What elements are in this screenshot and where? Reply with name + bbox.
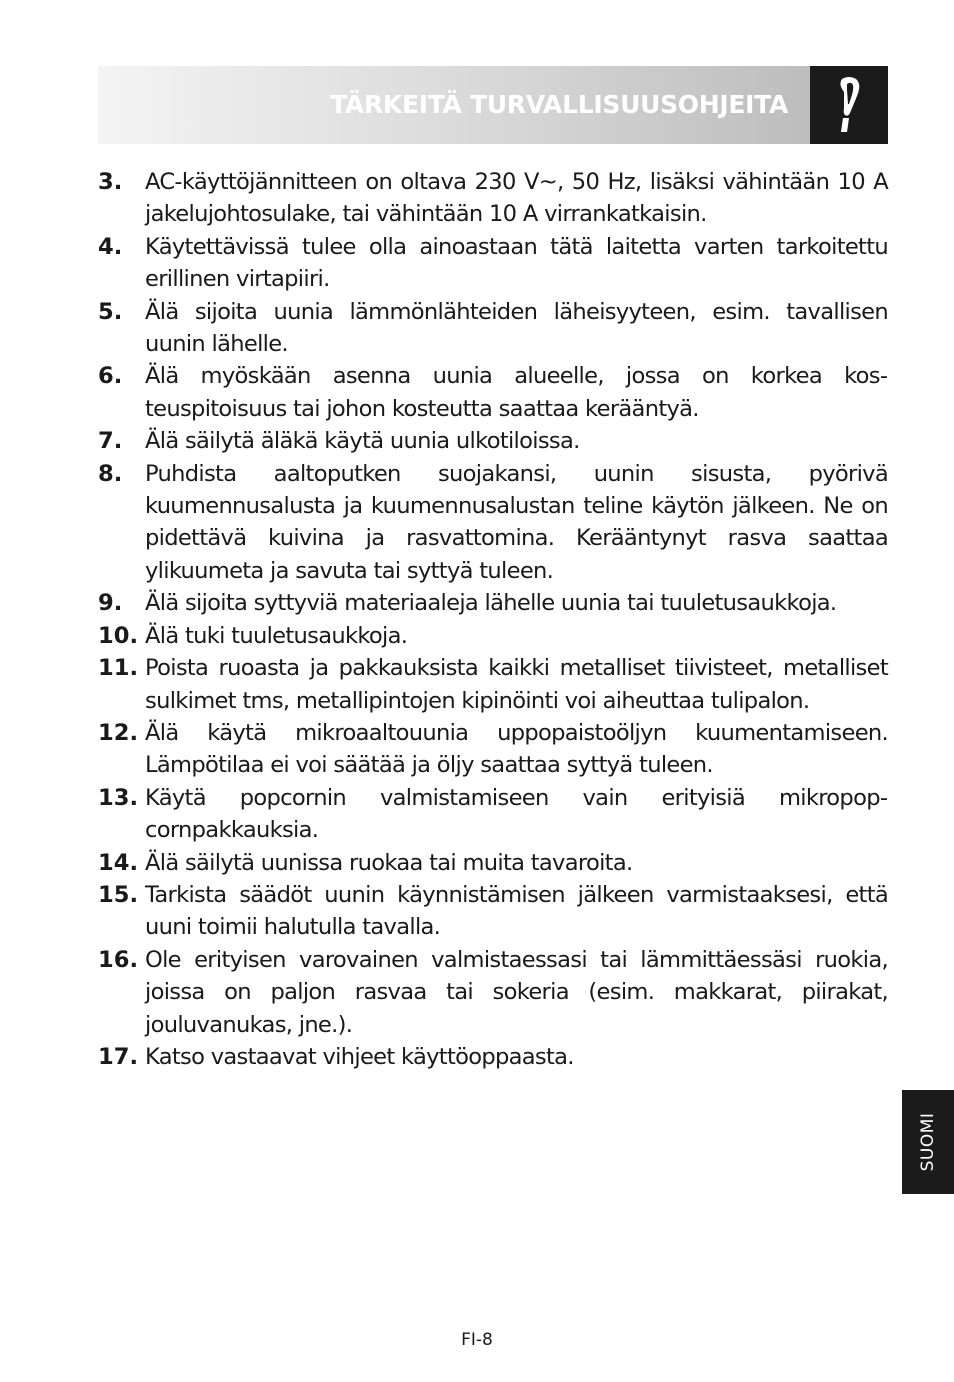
item-text: Puhdista aaltoputken suojakansi, uunin sisusta, pyörivä kuumennusalusta ja kuumennusalustan teline käytön jälkeen. Ne on pidettävä kuivina ja rasvattomina. Kerääntynyt rasva saattaa ylikuumeta ja savuta tai syttyä tuleen. xyxy=(145,460,888,584)
list-item xyxy=(98,652,888,717)
item-number: 8. xyxy=(98,460,123,487)
item-text: AC-käyttöjännitteen on oltava 230 V~, 50 Hz, lisäksi vähintään 10 A jakelujohtosulake, tai vähintään 10 A virrankatkaisin. xyxy=(145,169,888,228)
item-text: Tarkista säädöt uunin käynnistämisen jälkeen varmistaaksesi, että uuni toimii halutulla tavalla. xyxy=(145,881,888,941)
item-number: 16. xyxy=(98,946,139,973)
item-number: 10. xyxy=(98,622,139,649)
list-item xyxy=(98,879,888,944)
item-number: 12. xyxy=(98,719,139,746)
item-number: 3. xyxy=(98,169,123,195)
list-item xyxy=(98,166,888,231)
item-number: 14. xyxy=(98,849,139,876)
caution-exclamation-icon xyxy=(835,76,863,134)
list-item xyxy=(98,296,888,361)
item-text: Älä sijoita uunia lämmönlähteiden läheisyyteen, esim. tavallisen uunin lähelle. xyxy=(145,298,888,358)
item-number: 5. xyxy=(98,298,123,325)
item-text: Älä säilytä uunissa ruokaa tai muita tavaroita. xyxy=(145,849,633,876)
list-item xyxy=(98,360,888,425)
item-number: 6. xyxy=(98,363,123,390)
list-item xyxy=(98,587,888,619)
list-item xyxy=(98,231,888,296)
list-item xyxy=(98,458,888,588)
item-text: Älä tuki tuuletusaukkoja. xyxy=(145,622,408,649)
list-item xyxy=(98,1041,888,1073)
header-title: TÄRKEITÄ TURVALLISUUSOHJEITA xyxy=(330,90,788,119)
list-item xyxy=(98,425,888,457)
item-text: Poista ruoasta ja pakkauksista kaikki metalliset tiivisteet, metalliset sulkimet tms, metallipintojen kipinöinti voi aiheuttaa tulipalon. xyxy=(145,655,888,714)
list-item xyxy=(98,847,888,879)
item-text: Käytettävissä tulee olla ainoastaan tätä laitetta varten tarkoitettu erillinen virtapiiri. xyxy=(145,233,888,293)
header-icon-box xyxy=(810,66,888,144)
item-number: 13. xyxy=(98,784,139,811)
page-number: FI-8 xyxy=(461,1330,493,1350)
safety-instructions-list xyxy=(98,166,888,1073)
item-text: Älä käytä mikroaaltouunia uppopaistoöljyn kuumentamiseen. Lämpötilaa ei voi säätää ja öljy saattaa syttyä tuleen. xyxy=(145,719,888,779)
item-text: Katso vastaavat vihjeet käyttöoppaasta. xyxy=(145,1043,574,1070)
item-text: Älä säilytä äläkä käytä uunia ulkotiloissa. xyxy=(145,428,580,455)
list-item xyxy=(98,782,888,847)
list-item xyxy=(98,944,888,1041)
item-text: Käytä popcornin valmistamiseen vain erityisiä mikropopcornpakkauksia. xyxy=(145,784,888,844)
item-number: 7. xyxy=(98,428,123,455)
list-item xyxy=(98,717,888,782)
section-header xyxy=(98,66,810,144)
item-number: 11. xyxy=(98,655,139,682)
item-number: 4. xyxy=(98,233,123,260)
item-number: 17. xyxy=(98,1043,139,1070)
item-text: Älä sijoita syttyviä materiaaleja lähelle uunia tai tuuletusaukkoja. xyxy=(145,590,837,617)
item-text: Ole erityisen varovainen valmistaessasi tai lämmittäessäsi ruokia, joissa on paljon rasvaa tai sokeria (esim. makkarat, piirakat, jouluvanukas, jne.). xyxy=(145,946,888,1038)
item-text: Älä myöskään asenna uunia alueelle, jossa on korkea kosteuspitoisuus tai johon kosteutta saattaa kerääntyä. xyxy=(145,363,888,422)
language-tab-label: SUOMI xyxy=(918,1112,938,1172)
item-number: 15. xyxy=(98,881,139,908)
list-item xyxy=(98,620,888,652)
item-number: 9. xyxy=(98,590,123,617)
language-tab xyxy=(902,1090,954,1194)
